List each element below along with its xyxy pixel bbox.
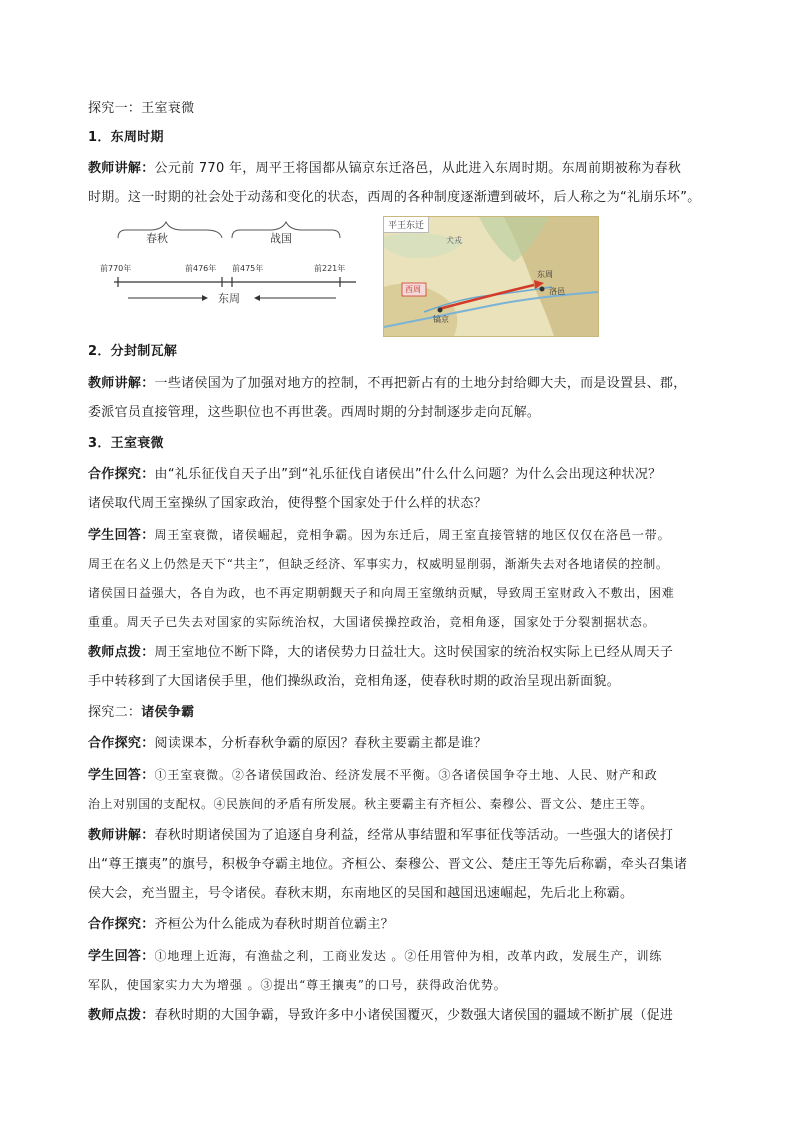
text: 阅读课本，分析春秋争霸的原因？春秋主要霸主都是谁？ [154, 736, 488, 751]
paragraph-student-3-line-2: 军队，使国家实力大为增强 。③提出“尊王攘夷”的口号，获得政治优势。 [88, 978, 507, 992]
label-student: 学生回答： [88, 768, 155, 783]
map-title: 平王东迁 [384, 217, 429, 233]
tick-label-476: 前476年 [185, 264, 217, 273]
paragraph-coop-1-line-1 [88, 466, 728, 484]
label-tip: 教师点拨： [88, 645, 155, 660]
paragraph-student-1-line-4: 重重。周天子已失去对国家的实际统治权，大国诸侯操控政治，竞相角逐，国家处于分裂割据状态。 [88, 615, 656, 629]
heading-text: 诸侯争霸 [141, 705, 195, 720]
subheading-fenfeng: 2．分封制瓦解 [88, 344, 178, 359]
paragraph-teacher-3-line-3: 侯大会，充当盟主，号令诸侯。春秋末期，东南地区的吴国和越国迅速崛起，先后北上称霸。 [88, 886, 634, 901]
text: 齐桓公为什么能成为春秋时期首位霸主？ [154, 917, 394, 932]
text: ①王室衰微。②各诸侯国政治、经济发展不平衡。③各诸侯国争夺土地、人民、财产和政 [154, 768, 658, 782]
text: 春秋时期的大国争霸，导致许多中小诸侯国覆灭，少数强大诸侯国的疆域不断扩展（促进 [154, 1008, 674, 1023]
paragraph-student-2-line-2: 治上对别国的支配权。④民族间的矛盾有所发展。秋主要霸主有齐桓公、秦穆公、晋文公、楚庄王等。 [88, 797, 653, 811]
arrow-right-head [202, 295, 208, 301]
paragraph-tip-1-line-1 [88, 644, 728, 662]
label-tip: 教师点拨： [88, 1008, 155, 1023]
timeline-figure [100, 220, 360, 320]
tick-label-770: 前770年 [100, 264, 132, 273]
text: 春秋时期诸侯国为了追逐自身利益，经常从事结盟和军事征伐等活动。一些强大的诸侯打 [154, 828, 674, 843]
paragraph-teacher-3-line-2: 出“尊王攘夷”的旗号，积极争夺霸主地位。齐桓公、秦穆公、晋文公、楚庄王等先后称霸，牵头召集诸 [88, 857, 688, 872]
section-heading-2 [88, 704, 728, 722]
label-coop: 合作探究： [88, 467, 155, 482]
paragraph-student-1-line-3: 诸侯国日益强大，各自为政，也不再定期朝觐天子和向周王室缴纳贡赋，导致周王室财政入不敷出，困难 [88, 586, 675, 600]
paragraph-student-1-line-2: 周王在名义上仍然是天下“共主”，但缺乏经济、军事实力，权威明显削弱，渐渐失去对各地诸侯的控制。 [88, 557, 669, 571]
paragraph-teacher-2-line-1 [88, 375, 728, 393]
label-dongzhou: 东周 [218, 292, 240, 305]
paragraph-teacher-3-line-1 [88, 827, 728, 845]
text: 周王室衰微，诸侯崛起，竞相争霸。因为东迁后，周王室直接管辖的地区仅仅在洛邑一带。 [154, 528, 671, 542]
paragraph-coop-2 [88, 735, 728, 753]
paragraph-teacher-1-line-2: 时期。这一时期的社会处于动荡和变化的状态，西周的各种制度逐渐遭到破坏，后人称之为“礼崩乐坏”。 [88, 190, 701, 205]
section-heading-1: 探究一：王室衰微 [88, 101, 195, 116]
text: ①地理上近海，有渔盐之利，工商业发达 。②任用管仲为相，改革内政，发展生产，训练 [154, 949, 663, 963]
subheading-wangshi: 3．王室衰微 [88, 436, 164, 451]
paragraph-student-2-line-1 [88, 766, 728, 785]
heading-label: 探究二： [88, 705, 142, 720]
text: 一些诸侯国为了加强对地方的控制，不再把新占有的土地分封给卿大夫，而是设置县、郡， [154, 376, 687, 391]
paragraph-coop-1-line-2: 诸侯取代周王室操纵了国家政治，使得整个国家处于什么样的状态？ [88, 496, 488, 511]
text: 由“礼乐征伐自天子出”到“礼乐征伐自诸侯出”什么什么问题？为什么会出现这种状况？ [154, 467, 662, 482]
paragraph-teacher-2-line-2: 委派官员直接管理，这些职位也不再世袭。西周时期的分封制逐步走向瓦解。 [88, 405, 541, 420]
label-student: 学生回答： [88, 528, 155, 543]
paragraph-student-1-line-1 [88, 526, 728, 545]
paragraph-coop-3 [88, 916, 728, 934]
label-teacher: 教师讲解： [88, 376, 155, 391]
label-zhanguo: 战国 [270, 232, 292, 245]
label-coop: 合作探究： [88, 736, 155, 751]
map-pingwang-dongqian [383, 216, 599, 337]
chunqiu-brace [118, 222, 222, 238]
map-label-quanrong: 犬戎 [446, 236, 462, 245]
arrow-left-head [254, 295, 260, 301]
map-terrain [384, 217, 598, 336]
label-teacher: 教师讲解： [88, 161, 155, 176]
tick-label-221: 前221年 [314, 264, 346, 273]
label-coop: 合作探究： [88, 917, 155, 932]
paragraph-teacher-1-line-1 [88, 160, 728, 178]
map-label-luoyi: 洛邑 [549, 287, 565, 296]
map-label-xizhou: 西周 [405, 285, 421, 294]
label-chunqiu: 春秋 [146, 232, 168, 245]
label-teacher: 教师讲解： [88, 828, 155, 843]
text: 公元前 770 年，周平王将国都从镐京东迁洛邑，从此进入东周时期。东周前期被称为春秋 [154, 161, 682, 176]
map-label-haojing: 镐京 [433, 315, 449, 324]
map-label-dongzhou: 东周 [537, 270, 553, 279]
paragraph-student-3-line-1 [88, 947, 728, 966]
subheading-dongzhou: 1．东周时期 [88, 130, 164, 145]
paragraph-tip-2-line-1 [88, 1007, 728, 1025]
label-student: 学生回答： [88, 949, 155, 964]
tick-label-475: 前475年 [232, 264, 264, 273]
paragraph-tip-1-line-2: 手中转移到了大国诸侯手里，他们操纵政治，竞相角逐，使春秋时期的政治呈现出新面貌。 [88, 674, 621, 689]
text: 周王室地位不断下降，大的诸侯势力日益壮大。这时侯国家的统治权实际上已经从周天子 [154, 645, 674, 660]
